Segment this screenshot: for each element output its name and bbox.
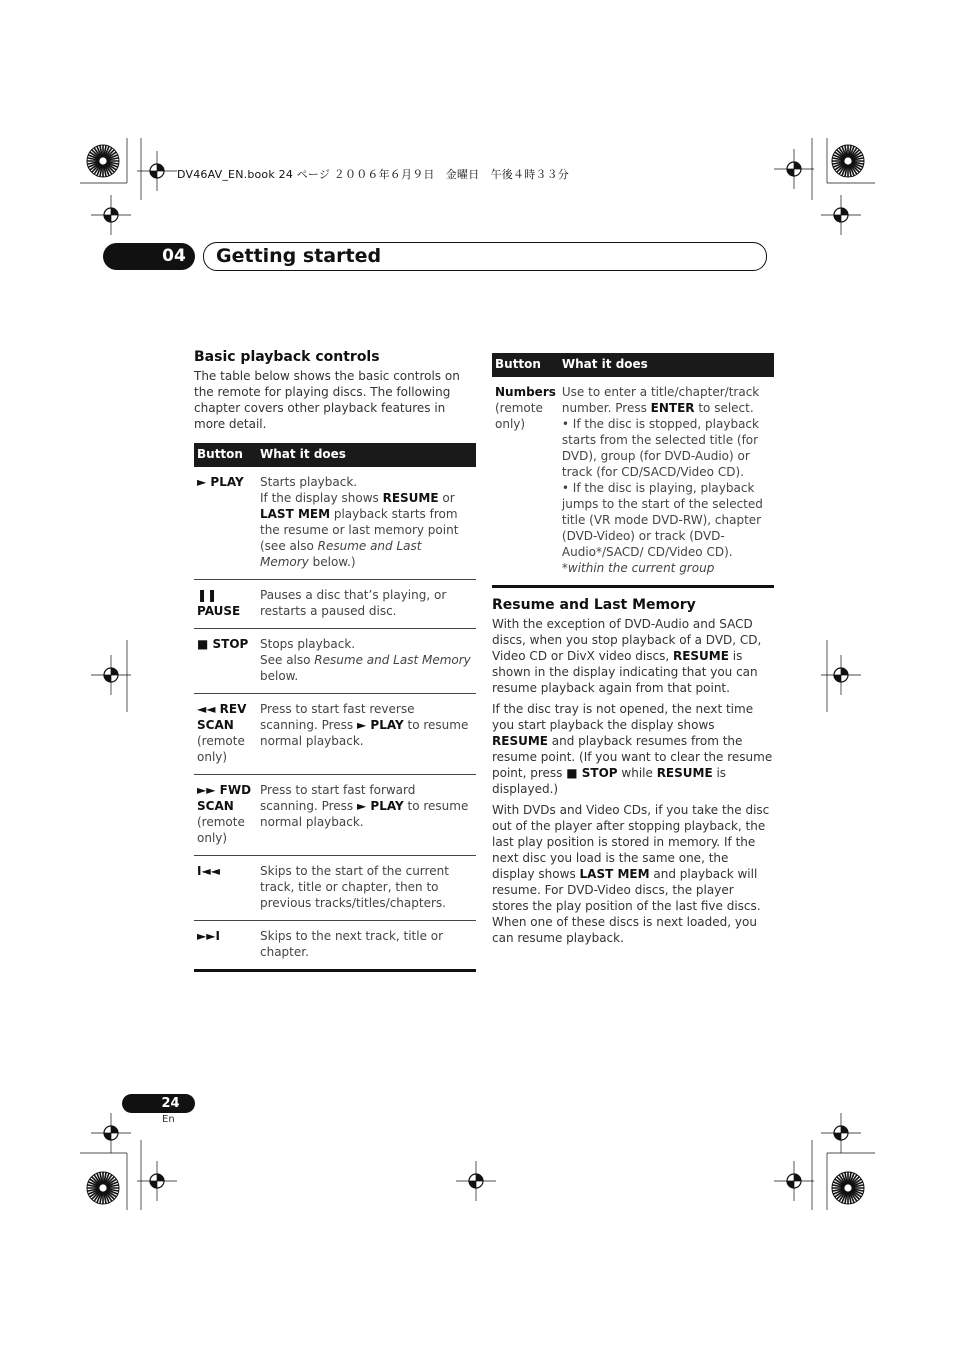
column-header-button: Button — [492, 353, 559, 377]
numbers-table — [492, 353, 774, 588]
button-numbers: Numbers (remote only) — [492, 377, 559, 587]
paragraph: If the disc tray is not opened, the next time you start playback the display shows RESUME and playback resumes from the resume point. (If you want to clear the resume point, press ■ STOP while RESUME is displayed.) — [492, 702, 773, 796]
column-header-what: What it does — [559, 353, 774, 377]
chapter-number-badge — [103, 243, 195, 270]
table-row — [194, 856, 476, 921]
table-row — [194, 629, 476, 694]
section-intro: The table below shows the basic controls on the remote for playing discs. The following chapter covers other playback features in more detail. — [194, 369, 460, 431]
row-description: Skips to the next track, title or chapter. — [257, 921, 476, 971]
controls-table — [194, 443, 476, 972]
button-pause: ❚❚ PAUSE — [194, 580, 257, 629]
paragraph: With the exception of DVD-Audio and SACD discs, when you stop playback of a DVD, CD, Video CD or DivX video discs, RESUME is shown in the display indicating that you can resume playback again from that point. — [492, 617, 762, 695]
chapter-title: Getting started — [216, 245, 382, 267]
button-stop: ■ STOP — [194, 629, 257, 694]
row-description: Starts playback. If the display shows RESUME or LAST MEM playback starts from the resume or last memory point (see also Resume and Last Memory below.) — [257, 467, 476, 580]
table-row — [194, 921, 476, 971]
language-label: En — [162, 1114, 175, 1125]
section-heading: Resume and Last Memory — [492, 597, 696, 613]
row-description: Skips to the start of the current track, title or chapter, then to previous tracks/titles/chapters. — [257, 856, 476, 921]
table-row — [194, 694, 476, 775]
column-header-what: What it does — [257, 443, 476, 467]
table-header — [194, 443, 476, 467]
button-fwd-scan: ►► FWD SCAN (remote only) — [194, 775, 257, 856]
numbers-section — [492, 353, 774, 588]
paragraph: With DVDs and Video CDs, if you take the disc out of the player after stopping playback, the last play position is stored in memory. If the next disc you load is the same one, the display shows LAST MEM and playback will resume. For DVD-Video discs, the player stores the play position of the last five discs. When one of these discs is next loaded, you can resume playback. — [492, 803, 770, 945]
print-header: DV46AV_EN.book 24 ページ ２００６年６月９日 金曜日 午後４時３３分 — [177, 168, 569, 181]
button-previous-icon: I◄◄ — [194, 856, 257, 921]
section-heading: Basic playback controls — [194, 349, 380, 365]
row-description: Press to start fast forward scanning. Press ► PLAY to resume normal playback. — [257, 775, 476, 856]
row-description: Pauses a disc that’s playing, or restarts a paused disc. — [257, 580, 476, 629]
table-row — [194, 775, 476, 856]
chapter-number: 04 — [162, 246, 186, 266]
button-play: ► PLAY — [194, 467, 257, 580]
table-row — [492, 377, 774, 587]
basic-playback-section — [194, 349, 476, 972]
row-description: Stops playback. See also Resume and Last Memory below. — [257, 629, 476, 694]
page-number-badge — [122, 1094, 195, 1113]
button-rev-scan: ◄◄ REV SCAN (remote only) — [194, 694, 257, 775]
resume-section — [492, 597, 774, 946]
table-row — [194, 467, 476, 580]
column-header-button: Button — [194, 443, 257, 467]
table-row — [194, 580, 476, 629]
page-number: 24 — [161, 1096, 180, 1111]
row-description: Use to enter a title/chapter/track number. Press ENTER to select. • If the disc is stopped, playback starts from the selected title (for DVD), group (for DVD-Audio) or track (for CD/SACD/Video CD). • If the disc is playing, playback jumps to the start of the selected title (VR mode DVD-RW), chapter (DVD-Video) or track (DVD-Audio*/SACD/ CD/Video CD). *within the current group — [559, 377, 774, 587]
table-header — [492, 353, 774, 377]
button-next-icon: ►►I — [194, 921, 257, 971]
row-description: Press to start fast reverse scanning. Press ► PLAY to resume normal playback. — [257, 694, 476, 775]
